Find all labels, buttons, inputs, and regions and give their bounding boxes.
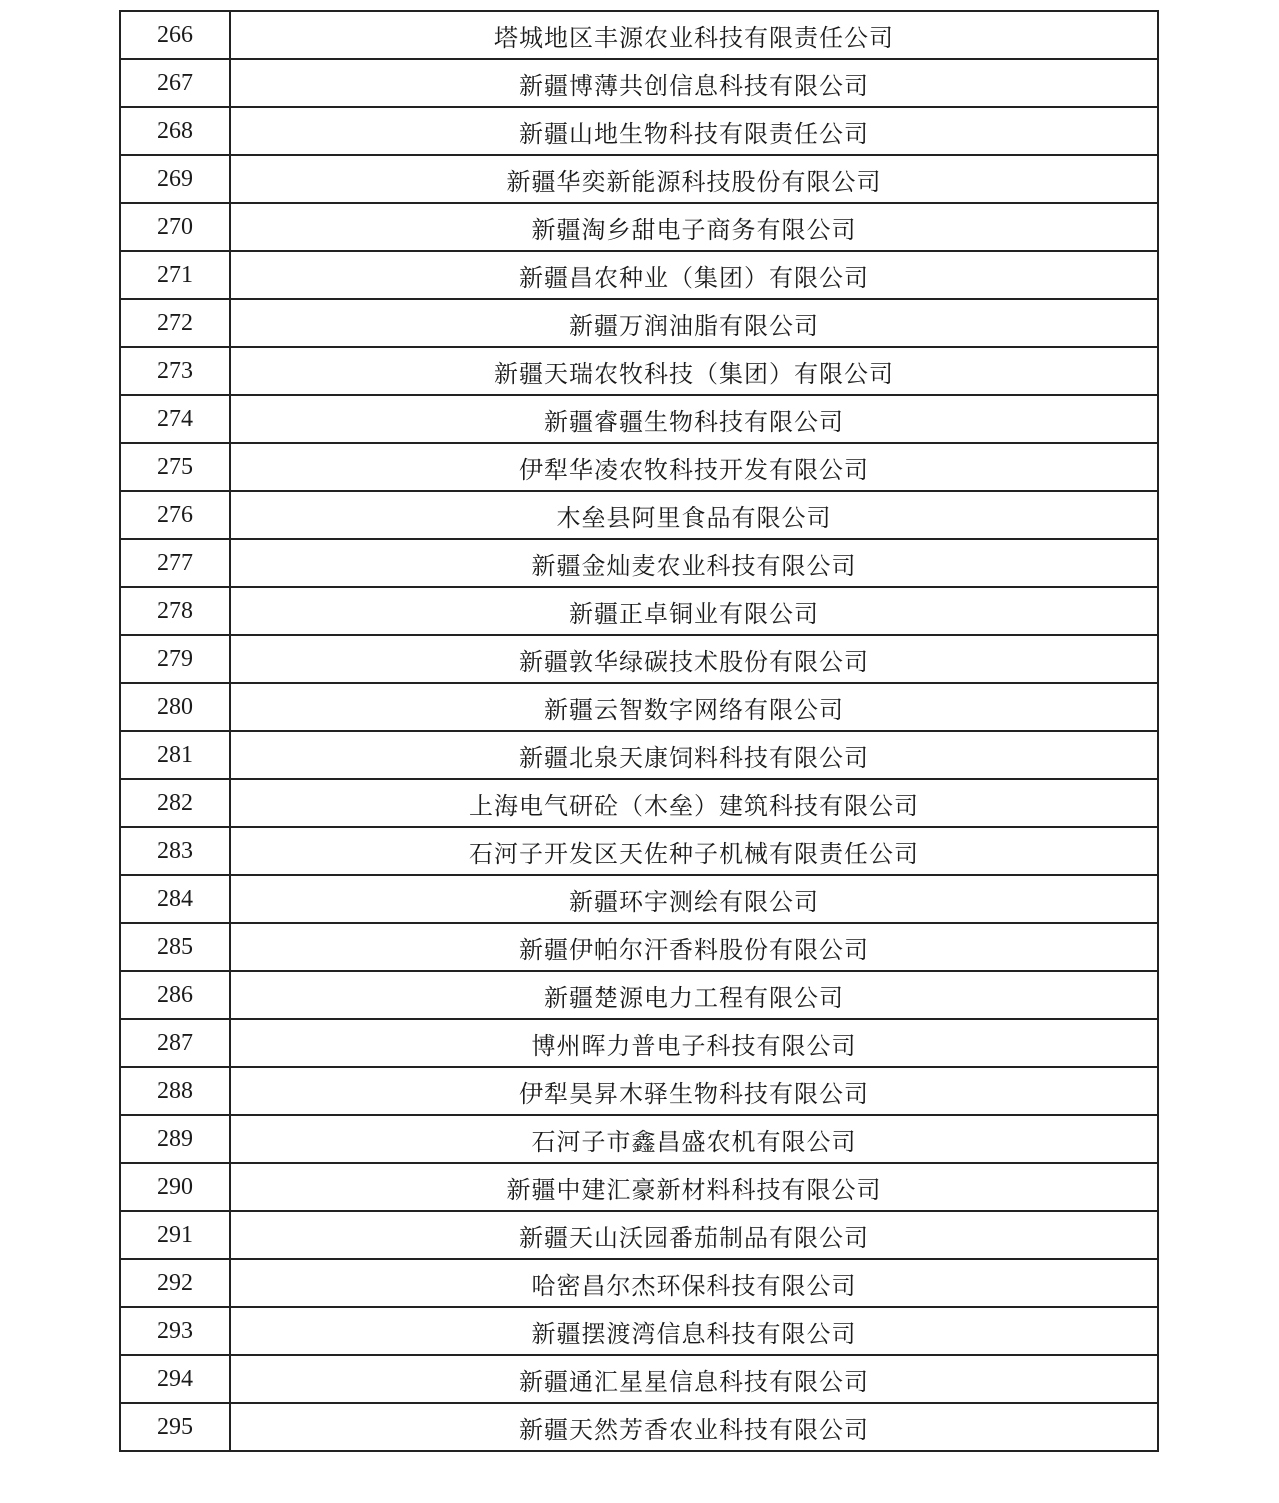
table-row — [120, 11, 1158, 59]
row-number-cell: 278 — [120, 587, 230, 635]
company-name-cell: 新疆华奕新能源科技股份有限公司 — [230, 155, 1158, 203]
table-row — [120, 635, 1158, 683]
table-row — [120, 1259, 1158, 1307]
company-name-cell: 新疆摆渡湾信息科技有限公司 — [230, 1307, 1158, 1355]
table-row — [120, 1115, 1158, 1163]
row-number-cell: 283 — [120, 827, 230, 875]
table-row — [120, 875, 1158, 923]
row-number-cell: 290 — [120, 1163, 230, 1211]
table-row — [120, 731, 1158, 779]
row-number-cell: 269 — [120, 155, 230, 203]
row-number-cell: 267 — [120, 59, 230, 107]
row-number-cell: 295 — [120, 1403, 230, 1451]
row-number-cell: 289 — [120, 1115, 230, 1163]
table-row — [120, 1211, 1158, 1259]
company-name-cell: 上海电气研砼（木垒）建筑科技有限公司 — [230, 779, 1158, 827]
table-body — [120, 11, 1158, 1451]
table-row — [120, 779, 1158, 827]
row-number-cell: 294 — [120, 1355, 230, 1403]
row-number-cell: 276 — [120, 491, 230, 539]
table-row — [120, 683, 1158, 731]
row-number-cell: 288 — [120, 1067, 230, 1115]
company-name-cell: 新疆正卓铜业有限公司 — [230, 587, 1158, 635]
company-name-cell: 伊犁华凌农牧科技开发有限公司 — [230, 443, 1158, 491]
company-name-cell: 新疆山地生物科技有限责任公司 — [230, 107, 1158, 155]
row-number-cell: 272 — [120, 299, 230, 347]
table-row — [120, 491, 1158, 539]
company-name-cell: 博州晖力普电子科技有限公司 — [230, 1019, 1158, 1067]
company-name-cell: 新疆博薄共创信息科技有限公司 — [230, 59, 1158, 107]
table-row — [120, 1307, 1158, 1355]
row-number-cell: 292 — [120, 1259, 230, 1307]
row-number-cell: 268 — [120, 107, 230, 155]
row-number-cell: 266 — [120, 11, 230, 59]
table-row — [120, 1355, 1158, 1403]
company-name-cell: 新疆云智数字网络有限公司 — [230, 683, 1158, 731]
table-row — [120, 1403, 1158, 1451]
company-name-cell: 石河子市鑫昌盛农机有限公司 — [230, 1115, 1158, 1163]
row-number-cell: 293 — [120, 1307, 230, 1355]
table-row — [120, 59, 1158, 107]
table-row — [120, 203, 1158, 251]
table-row — [120, 587, 1158, 635]
table-row — [120, 299, 1158, 347]
row-number-cell: 280 — [120, 683, 230, 731]
company-name-cell: 新疆中建汇豪新材料科技有限公司 — [230, 1163, 1158, 1211]
table-row — [120, 1019, 1158, 1067]
row-number-cell: 271 — [120, 251, 230, 299]
row-number-cell: 270 — [120, 203, 230, 251]
table-row — [120, 1163, 1158, 1211]
company-name-cell: 新疆万润油脂有限公司 — [230, 299, 1158, 347]
company-name-cell: 新疆通汇星星信息科技有限公司 — [230, 1355, 1158, 1403]
company-name-cell: 新疆北泉天康饲料科技有限公司 — [230, 731, 1158, 779]
row-number-cell: 273 — [120, 347, 230, 395]
row-number-cell: 277 — [120, 539, 230, 587]
company-name-cell: 新疆昌农种业（集团）有限公司 — [230, 251, 1158, 299]
row-number-cell: 282 — [120, 779, 230, 827]
company-name-cell: 新疆天瑞农牧科技（集团）有限公司 — [230, 347, 1158, 395]
table-row — [120, 347, 1158, 395]
row-number-cell: 285 — [120, 923, 230, 971]
table-row — [120, 971, 1158, 1019]
company-name-cell: 石河子开发区天佐种子机械有限责任公司 — [230, 827, 1158, 875]
company-name-cell: 新疆伊帕尔汗香料股份有限公司 — [230, 923, 1158, 971]
company-name-cell: 新疆淘乡甜电子商务有限公司 — [230, 203, 1158, 251]
row-number-cell: 281 — [120, 731, 230, 779]
table-row — [120, 443, 1158, 491]
table-row — [120, 539, 1158, 587]
company-name-cell: 新疆睿疆生物科技有限公司 — [230, 395, 1158, 443]
table-row — [120, 155, 1158, 203]
table-row — [120, 923, 1158, 971]
company-name-cell: 新疆金灿麦农业科技有限公司 — [230, 539, 1158, 587]
table-row — [120, 107, 1158, 155]
company-name-cell: 新疆天山沃园番茄制品有限公司 — [230, 1211, 1158, 1259]
company-name-cell: 新疆环宇测绘有限公司 — [230, 875, 1158, 923]
row-number-cell: 279 — [120, 635, 230, 683]
company-name-cell: 塔城地区丰源农业科技有限责任公司 — [230, 11, 1158, 59]
row-number-cell: 284 — [120, 875, 230, 923]
company-name-cell: 木垒县阿里食品有限公司 — [230, 491, 1158, 539]
row-number-cell: 275 — [120, 443, 230, 491]
company-name-cell: 新疆敦华绿碳技术股份有限公司 — [230, 635, 1158, 683]
company-name-cell: 哈密昌尔杰环保科技有限公司 — [230, 1259, 1158, 1307]
row-number-cell: 286 — [120, 971, 230, 1019]
row-number-cell: 287 — [120, 1019, 230, 1067]
company-list-table — [119, 10, 1159, 1452]
company-name-cell: 新疆楚源电力工程有限公司 — [230, 971, 1158, 1019]
table-row — [120, 827, 1158, 875]
row-number-cell: 291 — [120, 1211, 230, 1259]
company-name-cell: 新疆天然芳香农业科技有限公司 — [230, 1403, 1158, 1451]
row-number-cell: 274 — [120, 395, 230, 443]
company-name-cell: 伊犁昊昇木驿生物科技有限公司 — [230, 1067, 1158, 1115]
table-row — [120, 1067, 1158, 1115]
table-row — [120, 251, 1158, 299]
table-row — [120, 395, 1158, 443]
